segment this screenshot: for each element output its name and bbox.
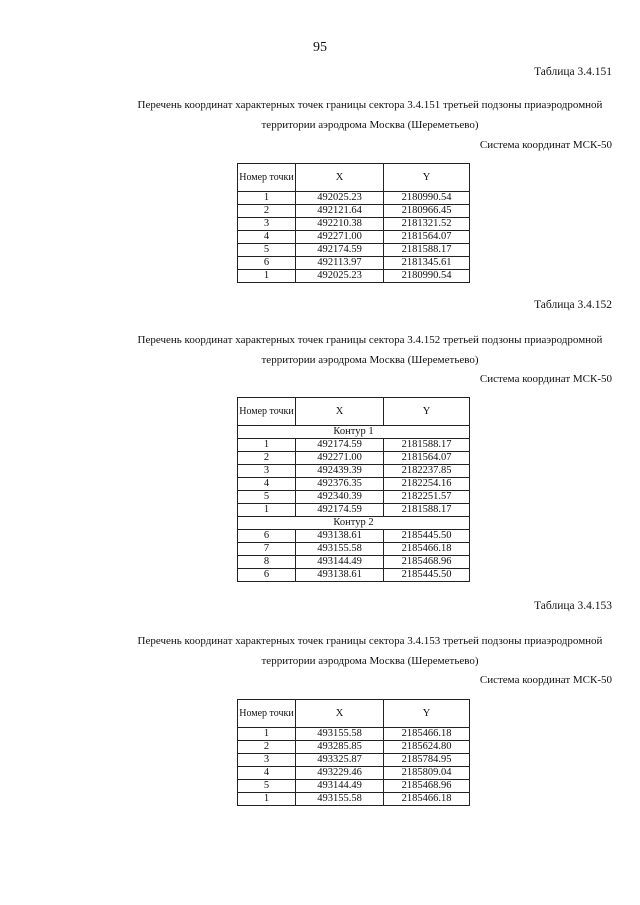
table-row: [238, 452, 470, 465]
cell-x: 493144.49: [296, 780, 384, 793]
cell-y: 2185809.04: [384, 767, 470, 780]
table-label-152: Таблица 3.4.152: [534, 299, 612, 311]
cell-x: 493155.58: [296, 543, 384, 556]
table-row: [238, 491, 470, 504]
cell-y: 2185468.96: [384, 556, 470, 569]
cell-y: 2182254.16: [384, 478, 470, 491]
header-y: Y: [384, 398, 470, 426]
header-point-number: Номер точки: [238, 164, 296, 192]
table-caption-151: [100, 100, 640, 132]
cell-point-number: 1: [238, 439, 296, 452]
cell-point-number: 2: [238, 205, 296, 218]
table-row: [238, 439, 470, 452]
cell-y: 2182237.85: [384, 465, 470, 478]
cell-y: 2180990.54: [384, 192, 470, 205]
cell-y: 2181345.61: [384, 257, 470, 270]
cell-point-number: 2: [238, 452, 296, 465]
table-row: [238, 728, 470, 741]
cell-point-number: 4: [238, 478, 296, 491]
cell-x: 492121.64: [296, 205, 384, 218]
table-row: [238, 478, 470, 491]
cell-y: 2181588.17: [384, 504, 470, 517]
cell-point-number: 6: [238, 530, 296, 543]
cell-y: 2185466.18: [384, 728, 470, 741]
cell-y: 2182251.57: [384, 491, 470, 504]
cell-x: 493229.46: [296, 767, 384, 780]
coordinate-system-label: Система координат МСК-50: [479, 139, 612, 151]
contour-title: Контур 2: [238, 517, 470, 530]
caption-line-1: Перечень координат характерных точек границы сектора 3.4.152 третьей подзоны приаэродромной: [137, 334, 603, 346]
caption-line-1: Перечень координат характерных точек границы сектора 3.4.151 третьей подзоны приаэродромной: [137, 99, 603, 111]
cell-point-number: 7: [238, 543, 296, 556]
cell-x: 492174.59: [296, 504, 384, 517]
contour-title: Контур 1: [238, 426, 470, 439]
cell-point-number: 5: [238, 244, 296, 257]
cell-x: 492025.23: [296, 270, 384, 283]
table-body: [238, 192, 470, 283]
cell-point-number: 1: [238, 504, 296, 517]
header-y: Y: [384, 164, 470, 192]
table-row: [238, 205, 470, 218]
table-row: [238, 504, 470, 517]
cell-y: 2181564.07: [384, 231, 470, 244]
table-caption-152: [100, 335, 640, 367]
cell-x: 493155.58: [296, 728, 384, 741]
cell-x: 492439.39: [296, 465, 384, 478]
header-x: X: [296, 398, 384, 426]
cell-x: 492271.00: [296, 452, 384, 465]
table-row: [238, 569, 470, 582]
cell-x: 492340.39: [296, 491, 384, 504]
table-row: [238, 218, 470, 231]
header-x: X: [296, 700, 384, 728]
table-row: [238, 754, 470, 767]
cell-x: 493138.61: [296, 569, 384, 582]
table-row: [238, 793, 470, 806]
cell-point-number: 6: [238, 257, 296, 270]
cell-x: 493325.87: [296, 754, 384, 767]
coordinates-table-151: [237, 163, 470, 283]
cell-x: 492376.35: [296, 478, 384, 491]
page-number: 95: [313, 40, 327, 55]
cell-point-number: 3: [238, 754, 296, 767]
cell-point-number: 2: [238, 741, 296, 754]
cell-point-number: 6: [238, 569, 296, 582]
cell-y: 2181588.17: [384, 244, 470, 257]
coordinate-system-label: Система координат МСК-50: [479, 373, 612, 385]
caption-line-2: территории аэродрома Москва (Шереметьево): [261, 354, 479, 366]
table-row: [238, 231, 470, 244]
table-row: [238, 780, 470, 793]
cell-y: 2185466.18: [384, 793, 470, 806]
cell-y: 2185466.18: [384, 543, 470, 556]
cell-x: 493285.85: [296, 741, 384, 754]
caption-line-2: территории аэродрома Москва (Шереметьево): [261, 119, 479, 131]
table-body: [238, 426, 470, 582]
header-point-number: Номер точки: [238, 398, 296, 426]
cell-point-number: 1: [238, 192, 296, 205]
table-row: [238, 465, 470, 478]
cell-x: 492271.00: [296, 231, 384, 244]
coordinates-table-152: [237, 397, 470, 582]
header-x: X: [296, 164, 384, 192]
cell-x: 492174.59: [296, 244, 384, 257]
table-label-151: Таблица 3.4.151: [534, 66, 612, 78]
contour-row: [238, 426, 470, 439]
header-y: Y: [384, 700, 470, 728]
cell-x: 493155.58: [296, 793, 384, 806]
table-row: [238, 741, 470, 754]
caption-line-2: территории аэродрома Москва (Шереметьево): [261, 655, 479, 667]
coordinates-table-153: [237, 699, 470, 806]
table-body: [238, 728, 470, 806]
cell-point-number: 8: [238, 556, 296, 569]
table-row: [238, 257, 470, 270]
table-row: [238, 767, 470, 780]
cell-point-number: 3: [238, 218, 296, 231]
cell-point-number: 4: [238, 231, 296, 244]
table-caption-153: [100, 636, 640, 668]
table-row: [238, 543, 470, 556]
table-row: [238, 530, 470, 543]
table-label-153: Таблица 3.4.153: [534, 600, 612, 612]
cell-y: 2180966.45: [384, 205, 470, 218]
cell-x: 492210.38: [296, 218, 384, 231]
cell-point-number: 1: [238, 728, 296, 741]
cell-y: 2185468.96: [384, 780, 470, 793]
cell-point-number: 3: [238, 465, 296, 478]
cell-x: 493144.49: [296, 556, 384, 569]
table-row: [238, 556, 470, 569]
cell-point-number: 5: [238, 780, 296, 793]
cell-y: 2180990.54: [384, 270, 470, 283]
cell-point-number: 5: [238, 491, 296, 504]
header-point-number: Номер точки: [238, 700, 296, 728]
cell-y: 2185445.50: [384, 569, 470, 582]
table-row: [238, 192, 470, 205]
table-row: [238, 270, 470, 283]
contour-row: [238, 517, 470, 530]
table-row: [238, 244, 470, 257]
cell-x: 493138.61: [296, 530, 384, 543]
cell-y: 2181564.07: [384, 452, 470, 465]
cell-y: 2181588.17: [384, 439, 470, 452]
cell-x: 492113.97: [296, 257, 384, 270]
coordinate-system-label: Система координат МСК-50: [479, 674, 612, 686]
cell-y: 2185624.80: [384, 741, 470, 754]
cell-point-number: 4: [238, 767, 296, 780]
cell-y: 2185445.50: [384, 530, 470, 543]
cell-x: 492025.23: [296, 192, 384, 205]
caption-line-1: Перечень координат характерных точек границы сектора 3.4.153 третьей подзоны приаэродромной: [137, 635, 603, 647]
cell-point-number: 1: [238, 270, 296, 283]
cell-x: 492174.59: [296, 439, 384, 452]
cell-y: 2181321.52: [384, 218, 470, 231]
cell-point-number: 1: [238, 793, 296, 806]
cell-y: 2185784.95: [384, 754, 470, 767]
